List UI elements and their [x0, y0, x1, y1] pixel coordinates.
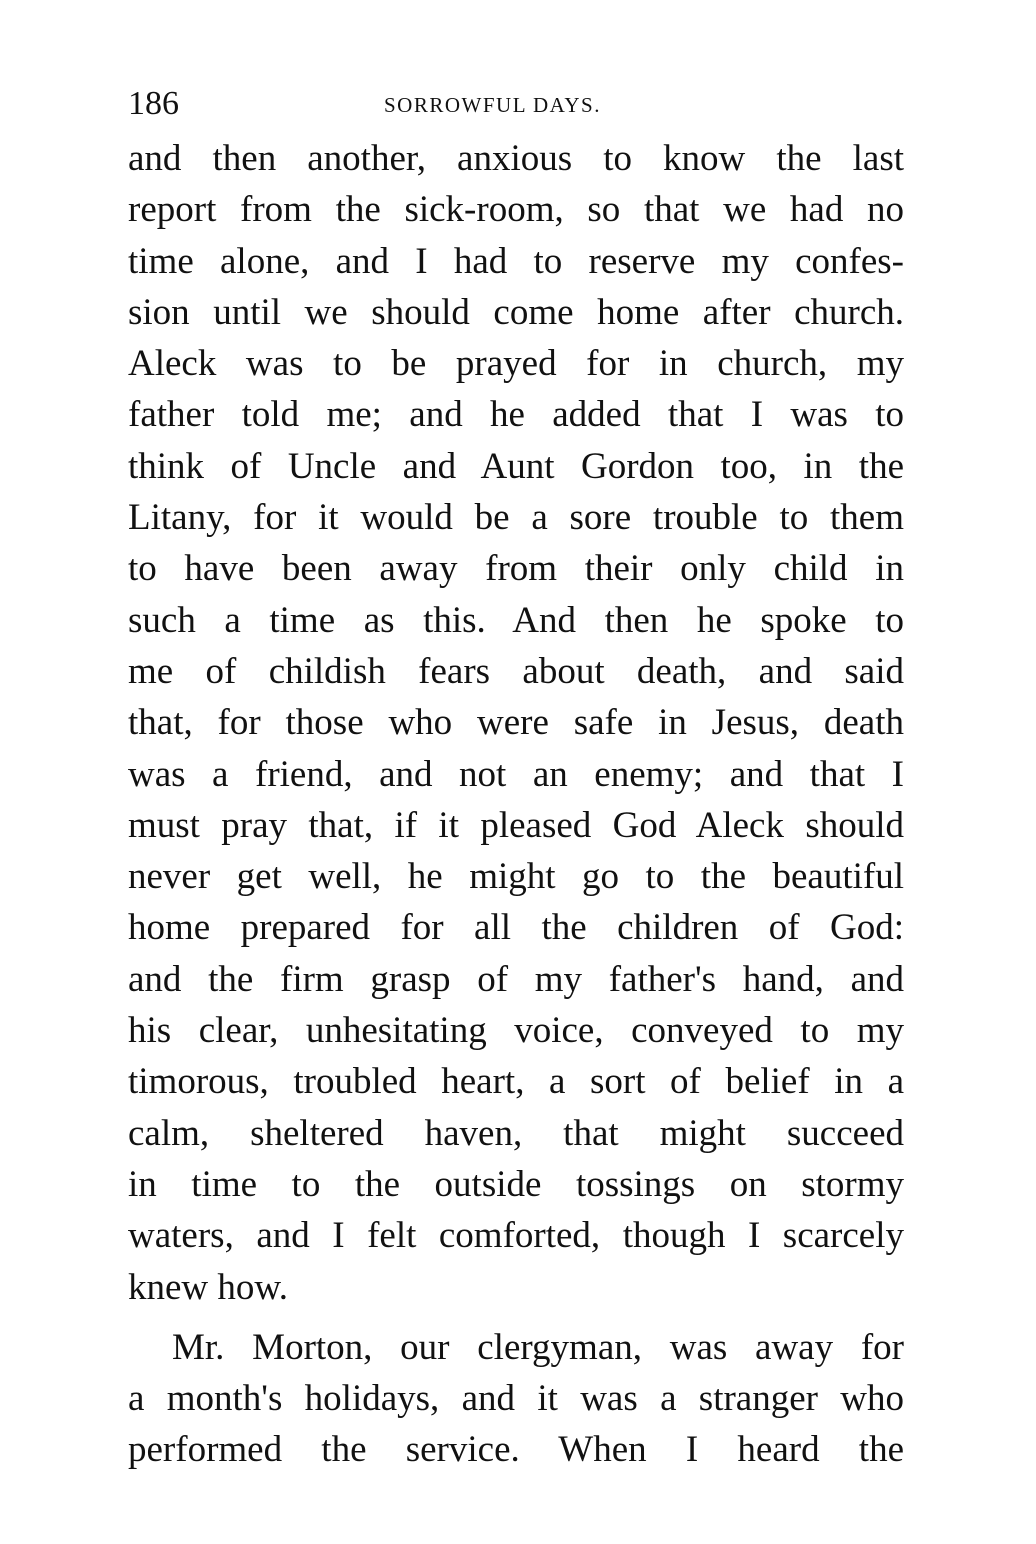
text-line: report from the sick-room, so that we had no: [128, 189, 904, 231]
body-text: [128, 133, 904, 1476]
text-line: sion until we should come home after church.: [128, 291, 904, 333]
text-line: and the firm grasp of my father's hand, and: [128, 958, 904, 1000]
text-line: his clear, unhesitating voice, conveyed to my: [128, 1010, 904, 1052]
text-line: Litany, for it would be a sore trouble to them: [128, 497, 904, 539]
text-line: Aleck was to be prayed for in church, my: [128, 343, 904, 385]
text-line: never get well, he might go to the beautiful: [128, 856, 904, 898]
text-line: waters, and I felt comforted, though I scarcely: [128, 1215, 904, 1257]
text-line: think of Uncle and Aunt Gordon too, in the: [128, 445, 904, 487]
text-line: that, for those who were safe in Jesus, death: [128, 702, 904, 744]
text-line: time alone, and I had to reserve my confes-: [128, 240, 904, 282]
text-line: knew how.: [128, 1266, 288, 1308]
text-line: was a friend, and not an enemy; and that I: [128, 753, 904, 795]
text-line: a month's holidays, and it was a stranger who: [128, 1378, 904, 1420]
text-line: to have been away from their only child in: [128, 548, 904, 590]
text-line: father told me; and he added that I was to: [128, 394, 904, 436]
text-line: must pray that, if it pleased God Aleck should: [128, 804, 904, 846]
text-line: calm, sheltered haven, that might succeed: [128, 1112, 904, 1154]
text-line: and then another, anxious to know the last: [128, 138, 904, 179]
text-line: Mr. Morton, our clergyman, was away for: [172, 1326, 904, 1368]
text-line: in time to the outside tossings on stormy: [128, 1163, 904, 1205]
text-line: such a time as this. And then he spoke to: [128, 599, 904, 641]
page-number: 186: [128, 85, 179, 122]
paragraph-2: [128, 1322, 904, 1476]
text-line: me of childish fears about death, and said: [128, 650, 904, 692]
running-title: SORROWFUL DAYS.: [384, 93, 601, 117]
paragraph-1: [128, 133, 904, 1313]
page-header: [128, 84, 904, 124]
text-line: performed the service. When I heard the: [128, 1429, 904, 1471]
text-line: home prepared for all the children of God:: [128, 907, 904, 949]
text-line: timorous, troubled heart, a sort of belief in a: [128, 1061, 904, 1103]
